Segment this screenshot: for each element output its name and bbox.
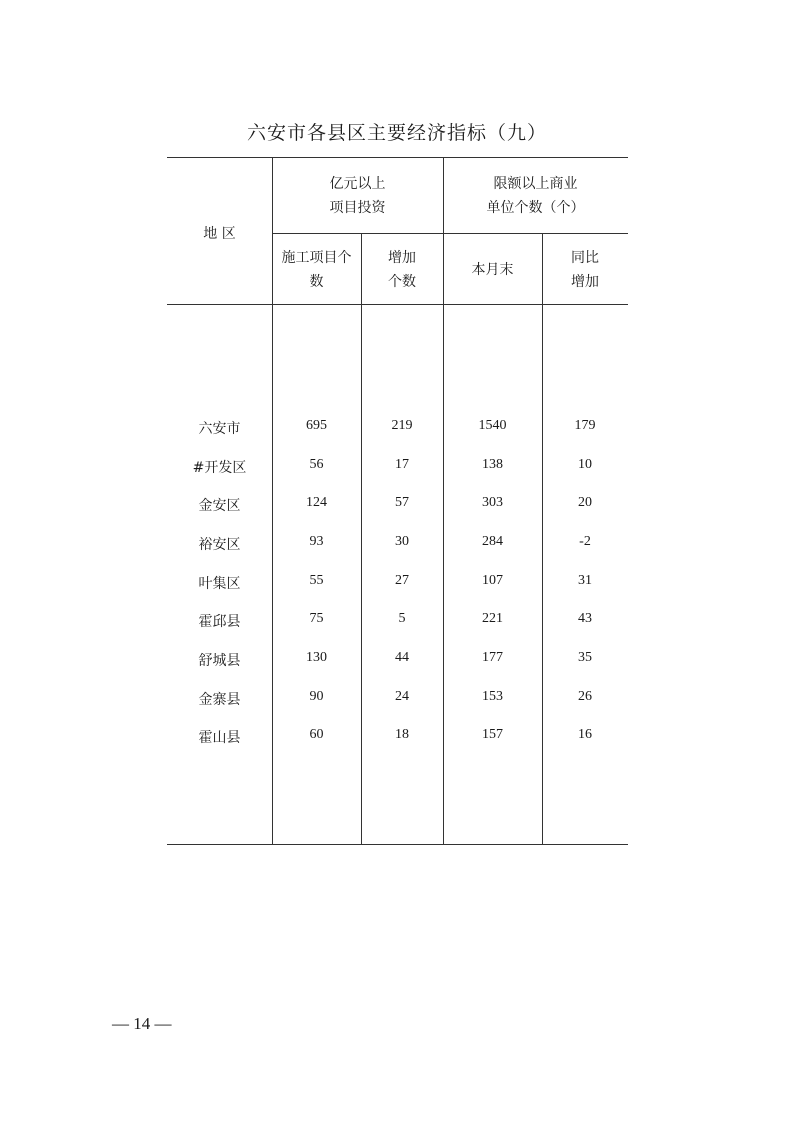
row-increase: 57: [395, 495, 409, 510]
row-projects: 93: [309, 534, 324, 549]
row-region: 六安市: [198, 421, 241, 437]
row-month-end: 107: [482, 573, 503, 588]
row-region: 霍邱县: [198, 614, 241, 630]
row-projects: 75: [309, 611, 324, 626]
row-increase: 18: [395, 727, 409, 742]
page-number: — 14 —: [112, 1014, 172, 1033]
row-increase: 219: [391, 418, 413, 433]
row-month-end: 157: [482, 727, 503, 742]
row-yoy: 43: [578, 611, 592, 626]
row-month-end: 138: [482, 457, 503, 472]
row-projects: 60: [309, 727, 324, 742]
row-projects: 124: [306, 495, 327, 510]
table-bottom-rule: [167, 844, 628, 845]
row-increase: 30: [395, 534, 409, 549]
row-increase: 24: [395, 689, 409, 704]
row-increase: 44: [395, 650, 409, 665]
row-projects: 130: [306, 650, 327, 665]
header-group-investment: 亿元以上 项目投资: [329, 176, 386, 216]
row-month-end: 153: [482, 689, 503, 704]
row-yoy: 20: [578, 495, 592, 510]
row-increase: 17: [395, 457, 409, 472]
header-group-rule: [272, 233, 628, 234]
page-title: 六安市各县区主要经济指标（九）: [246, 122, 547, 144]
row-yoy: 10: [578, 457, 592, 472]
row-region: 叶集区: [198, 576, 241, 592]
row-month-end: 177: [482, 650, 503, 665]
row-region: 霍山县: [198, 730, 241, 746]
row-projects: 90: [309, 689, 324, 704]
header-group-commerce: 限额以上商业 单位个数（个）: [486, 176, 585, 216]
row-month-end: 284: [482, 534, 503, 549]
row-region: 金寨县: [198, 692, 241, 708]
row-month-end: 221: [482, 611, 503, 626]
header-col-month-end: 本月末: [471, 262, 514, 278]
row-projects: 56: [309, 457, 324, 472]
row-increase: 5: [398, 611, 406, 626]
row-yoy: 16: [578, 727, 592, 742]
row-region: 裕安区: [198, 537, 241, 553]
row-month-end: 1540: [478, 418, 507, 433]
row-projects: 55: [309, 573, 324, 588]
row-yoy: -2: [579, 534, 591, 549]
row-region: 舒城县: [198, 653, 241, 669]
header-region: 地 区: [203, 226, 236, 242]
row-projects: 695: [306, 418, 327, 433]
header-col-projects: 施工项目个 数: [281, 250, 352, 290]
row-yoy: 35: [578, 650, 592, 665]
header-bottom-rule: [167, 304, 628, 305]
row-month-end: 303: [482, 495, 503, 510]
row-increase: 27: [395, 573, 409, 588]
row-yoy: 179: [574, 418, 596, 433]
header-col-increase: 增加 个数: [388, 250, 416, 290]
row-region: 金安区: [198, 498, 241, 514]
row-region: #开发区: [192, 460, 247, 476]
header-col-yoy: 同比 增加: [571, 250, 599, 290]
row-yoy: 31: [578, 573, 592, 588]
table-top-rule: [167, 157, 628, 158]
row-yoy: 26: [578, 689, 592, 704]
